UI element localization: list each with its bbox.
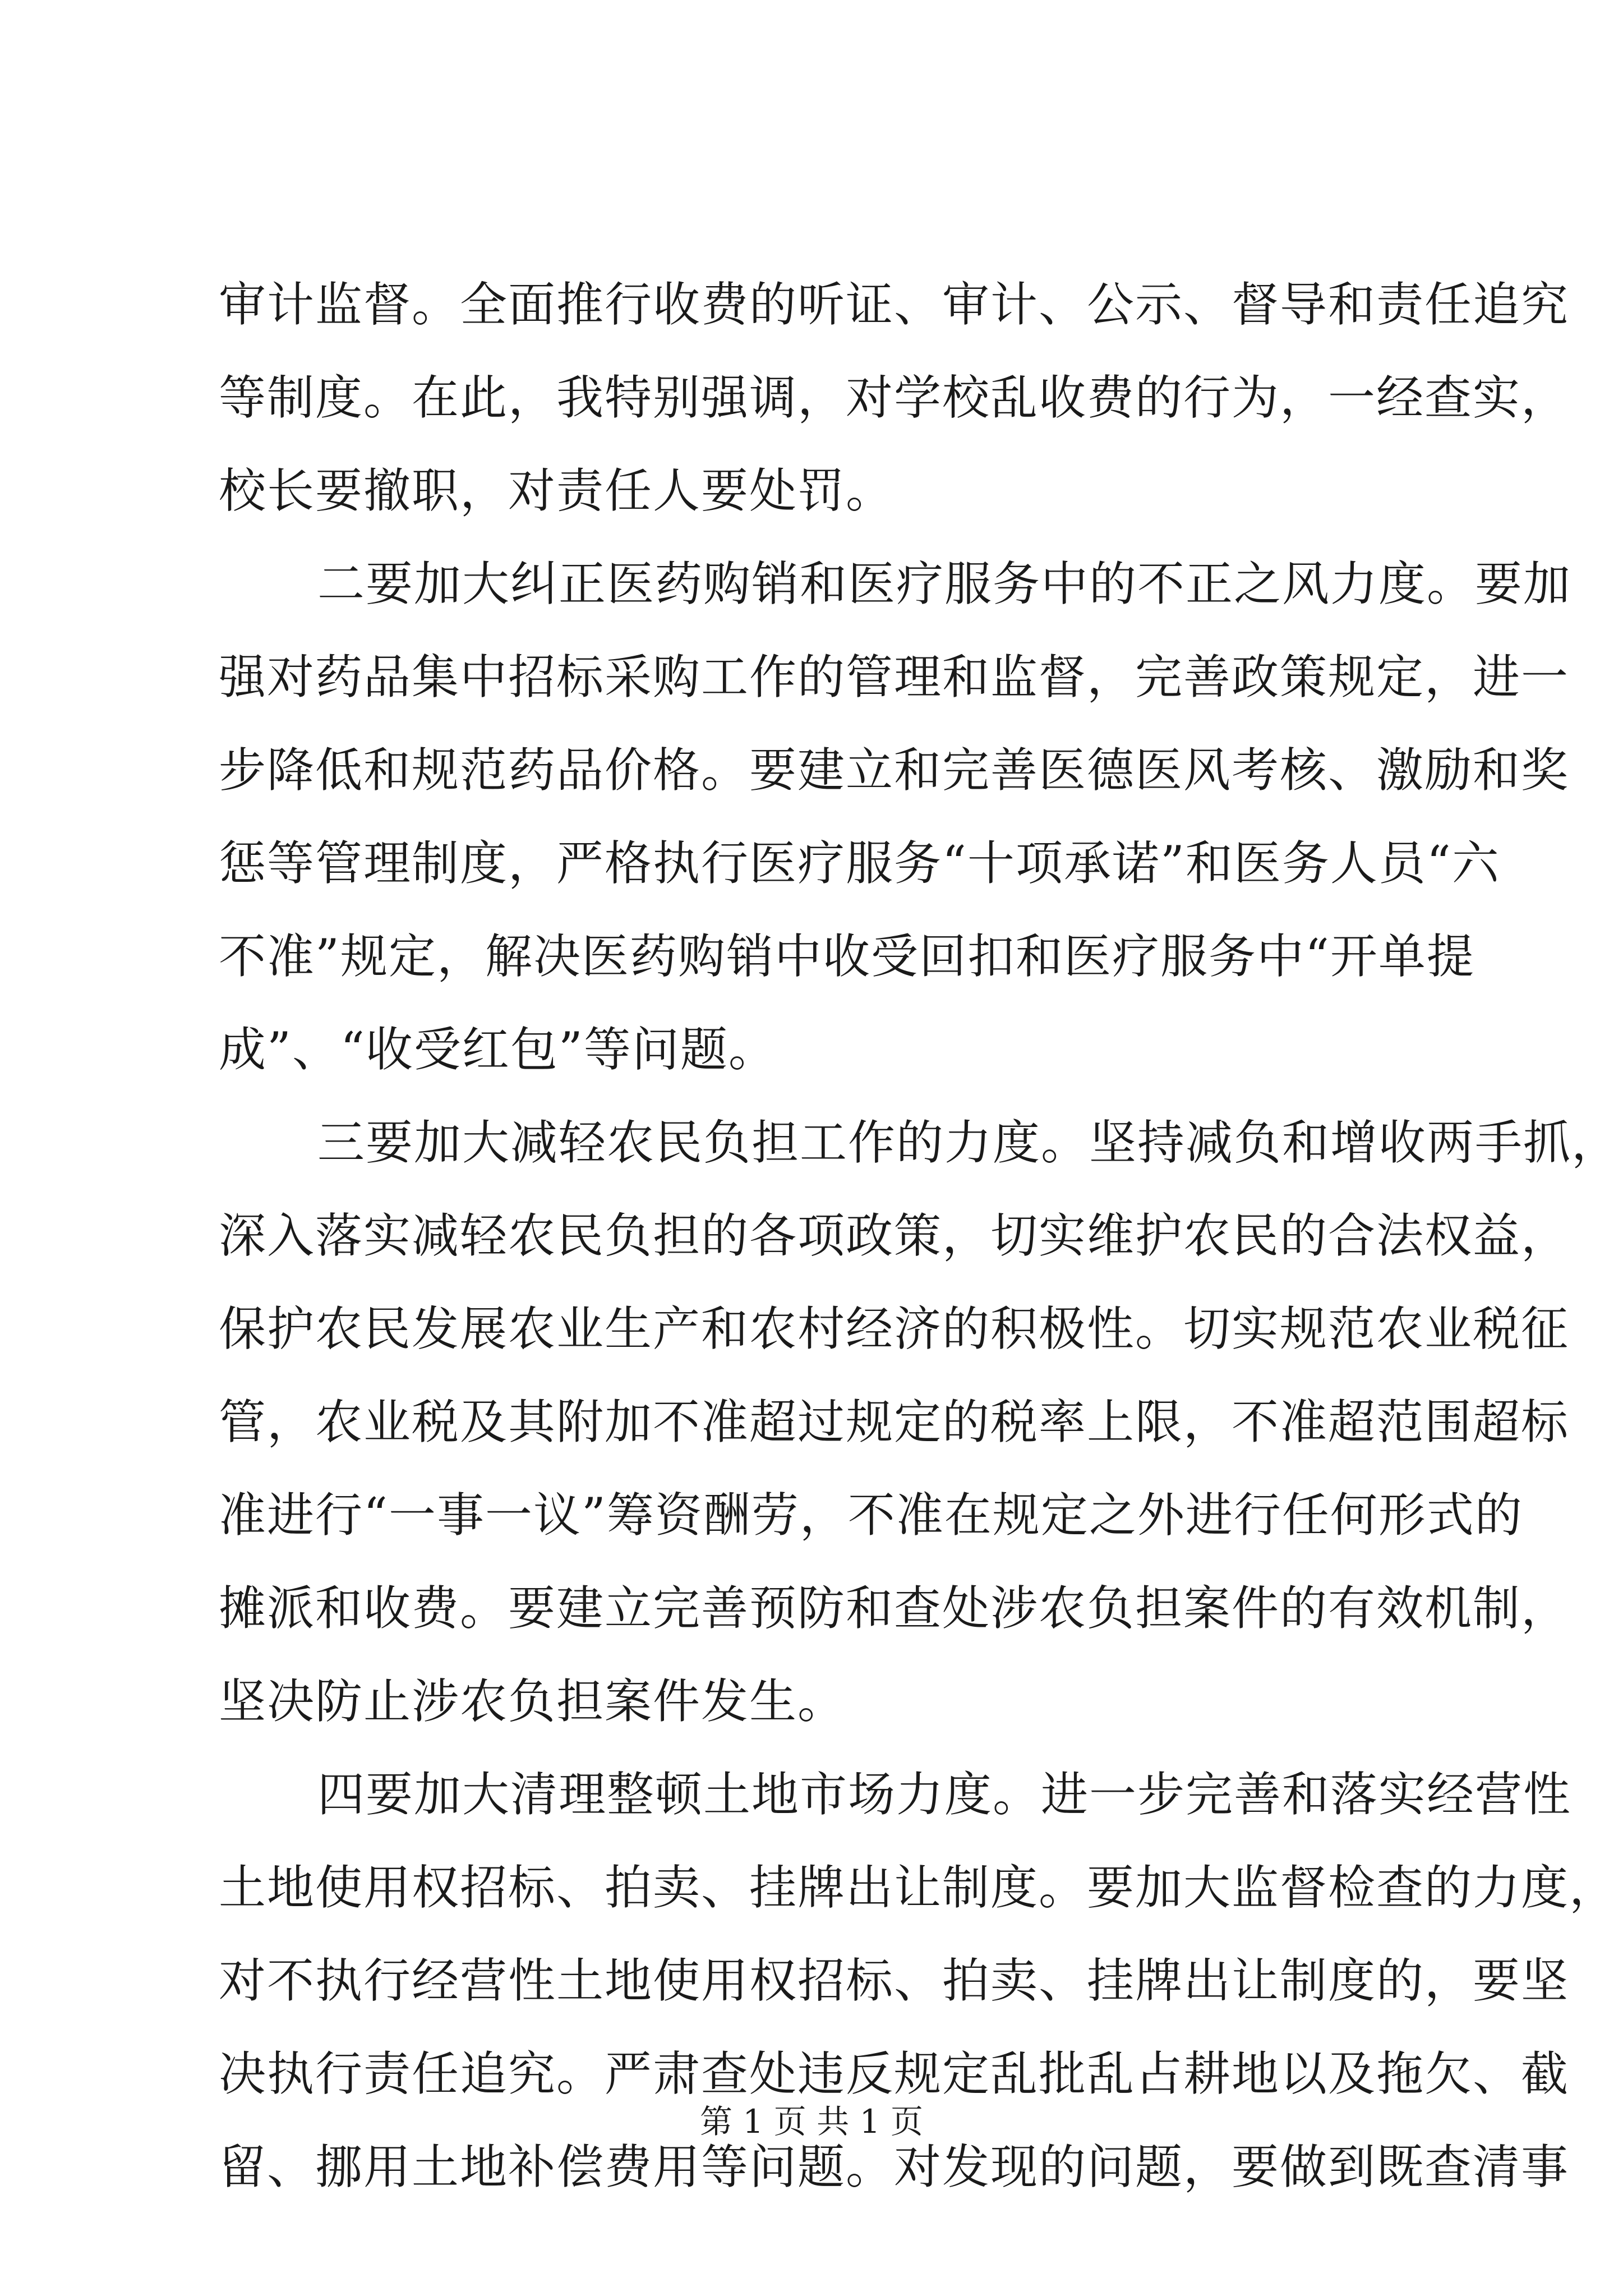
text-line: 准进行“一事一议”筹资酬劳，不准在规定之外进行任何形式的: [219, 1488, 1523, 1543]
text-line: 惩等管理制度，严格执行医疗服务“十项承诺”和医务人员“六: [219, 836, 1500, 891]
text-line: 坚决防止涉农负担案件发生。: [219, 1674, 846, 1729]
text-line: 决执行责任追究。严肃查处违反规定乱批乱占耕地以及拖欠、截: [219, 2046, 1570, 2101]
paragraph-start-line: 四要加大清理整顿土地市场力度。进一步完善和落实经营性: [317, 1767, 1572, 1822]
text-line: 强对药品集中招标采购工作的管理和监督，完善政策规定，进一: [219, 650, 1570, 705]
text-line: 校长要撤职，对责任人要处罚。: [219, 463, 895, 518]
paragraph-start-line: 二要加大纠正医药购销和医疗服务中的不正之风力度。要加: [317, 556, 1572, 611]
text-line: 不准”规定，解决医药购销中收受回扣和医疗服务中“开单提: [219, 929, 1475, 984]
paragraph-start-line: 三要加大减轻农民负担工作的力度。坚持减负和增收两手抓，: [317, 1115, 1620, 1170]
text-line: 管，农业税及其附加不准超过规定的税率上限，不准超范围超标: [219, 1395, 1570, 1450]
text-line: 成”、“收受红包”等问题。: [219, 1022, 777, 1077]
text-line: 保护农民发展农业生产和农村经济的积极性。切实规范农业税征: [219, 1301, 1570, 1356]
text-line: 土地使用权招标、拍卖、挂牌出让制度。要加大监督检查的力度，: [219, 1860, 1618, 1915]
page-number-footer: 第 1 页 共 1 页: [700, 2102, 923, 2141]
text-line: 深入落实减轻农民负担的各项政策，切实维护农民的合法权益，: [219, 1208, 1570, 1263]
text-line: 对不执行经营性土地使用权招标、拍卖、挂牌出让制度的，要坚: [219, 1953, 1570, 2008]
document-body: [219, 258, 1620, 2214]
text-line: 步降低和规范药品价格。要建立和完善医德医风考核、激励和奖: [219, 743, 1570, 798]
text-line: 等制度。在此，我特别强调，对学校乱收费的行为，一经查实，: [219, 370, 1570, 425]
text-line: 审计监督。全面推行收费的听证、审计、公示、督导和责任追究: [219, 277, 1570, 332]
text-line: 摊派和收费。要建立完善预防和查处涉农负担案件的有效机制，: [219, 1581, 1570, 1636]
text-line: 留、挪用土地补偿费用等问题。对发现的问题，要做到既查清事: [219, 2139, 1570, 2194]
